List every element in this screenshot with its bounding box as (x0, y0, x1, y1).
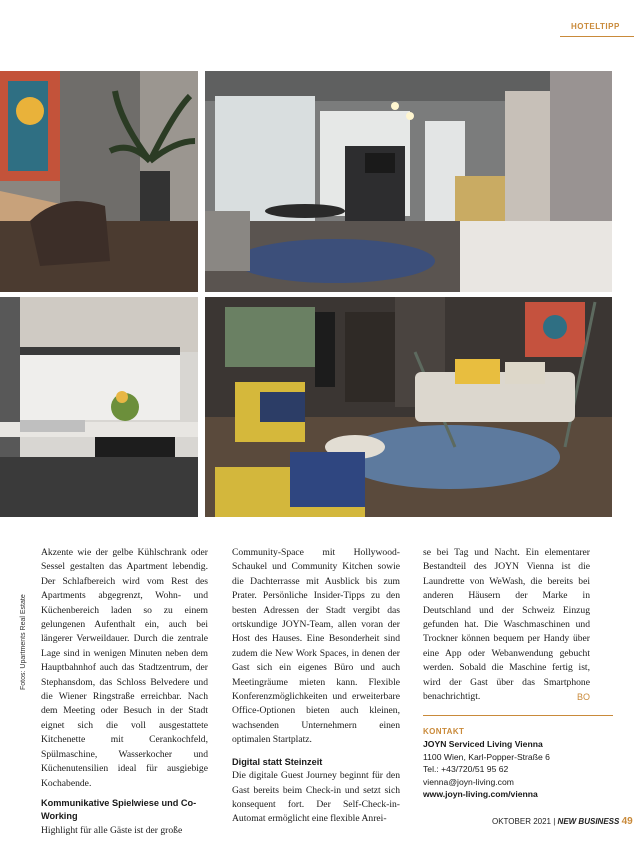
page-number: 49 (621, 816, 633, 827)
subheading: Kommunikative Spielwiese und Co-Working (41, 797, 197, 822)
paragraph: Highlight für alle Gäste ist der große (41, 824, 183, 836)
contact-web[interactable]: www.joyn-living.com/vienna (423, 789, 538, 800)
footer-magazine: NEW BUSINESS (557, 817, 620, 826)
contact-phone: Tel.: +43/720/51 95 62 (423, 764, 509, 775)
section-tag: HOTELTIPP (571, 22, 620, 31)
photo-credit: Fotos: Upartments Real Estate (20, 594, 27, 690)
contact-heading: KONTAKT (423, 727, 465, 736)
photo-kitchenette (0, 297, 198, 517)
footer-issue: OKTOBER 2021 (492, 817, 551, 826)
contact-address: 1100 Wien, Karl-Popper-Straße 6 (423, 751, 550, 762)
photo-apartment-living (205, 71, 612, 292)
paragraph: Akzente wie der gelbe Kühlschrank oder Sessel gestalten das Apartment lebendig. Der Schlafbereich wird vom Rest des Apartments abgegrenzt, Wohn- und Küchenbereich laden so zu einem gelungenen Aufenthalt ein, auch bei längerer Verweildauer. Durch die zentrale Lage sind in wenigen Minuten neben dem Hauptbahnhof auch das Stadtzentrum, der Stephansdom, das Schloss Belvedere und die Wiener Ringstraße erreichbar. Nach dem Meeting oder Besuch in der Stadt eignet sich die voll ausgestattete Kitchenette mit Cerankochfeld, Spülmaschine, Wasserkocher und Küchenutensilien ideal für ausgiebige Kochabende. (41, 547, 208, 789)
photo-community-space (205, 297, 612, 517)
section-tag-rule (560, 36, 634, 37)
author-signature: BO (576, 692, 590, 703)
photo-apartment-dining (0, 71, 198, 292)
article-column-1 (41, 546, 208, 838)
paragraph: Community-Space mit Hollywood-Schaukel und Community Kitchen sowie die Dachterrasse mit Ausblick bis zum Prater. Persönliche Insider-Tipps zu den besten Adressen der Stadt vergibt das ortskundige JOYN-Team, allen voran der Host des Hauses. Eine Besonderheit sind zudem die New Work Spaces, in denen der Gast sich ein eigenes Büro und auch Meetingräume mieten kann. Flexible Konferenzmöglichkeiten und erweiterbare Office-Optionen bieten auch kleinen, wachsenden Unternehmern einen optimalen Startplatz. (232, 547, 400, 746)
article-column-3 (423, 546, 590, 704)
contact-email[interactable]: vienna@joyn-living.com (423, 776, 514, 787)
contact-box (423, 726, 550, 800)
paragraph: Die digitale Guest Journey beginnt für den Gast bereits beim Check-in und setzt sich konsequent fort. Der Self-Check-in-Automat ermöglicht eine flexible Anrei- (232, 770, 400, 825)
subheading: Digital statt Steinzeit (232, 756, 323, 767)
contact-name: JOYN Serviced Living Vienna (423, 739, 543, 750)
footer-separator: | (553, 817, 556, 826)
paragraph (423, 546, 590, 704)
article-column-2 (232, 546, 400, 827)
contact-rule (423, 715, 613, 716)
page-footer (492, 816, 633, 827)
paragraph-text: se bei Tag und Nacht. Ein elementarer Bestandteil des JOYN Vienna ist die Laundrette von WeWash, die bereits bei anderen Häusern der Marke in Deutschland und der Schweiz Einzug gefunden hat. Die Waschmaschinen und Trockner können bequem per Handy über eine App oder Webanwendung gebucht werden. Sobald die Maschine fertig ist, wird der Gast über das Smartphone benachrichtigt. (423, 547, 590, 703)
